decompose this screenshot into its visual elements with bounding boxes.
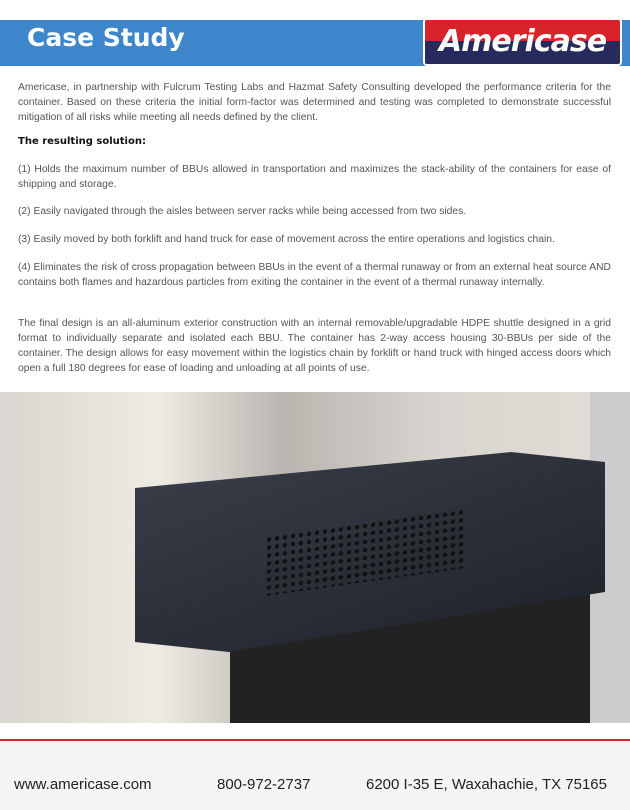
point-4: (4) Eliminates the risk of cross propagation between BBUs in the event of a thermal runaway or from an external heat source AND contains both flames and hazardous particles from exiting the container in the event of a thermal runaway internally. xyxy=(18,262,611,288)
address: 6200 I-35 E, Waxahachie, TX 75165 xyxy=(366,776,607,793)
intro-paragraph: Americase, in partnership with Fulcrum Testing Labs and Hazmat Safety Consulting developed the performance criteria for the container. Based on these criteria the initial form-factor was determined and testing was completed to demonstrate successful mitigation of all risks while meeting all needs defined by the client. xyxy=(18,82,611,123)
final-paragraph: The final design is an all-aluminum exterior construction with an internal removable/upgradable HDPE shuttle designed in a grid format to individually separate and isolated each BBU. The container has 2-way access housing 30-BBUs per side of the container. The design allows for easy movement within the logistics chain by forklift or hand truck with hinged access doors which open a full 180 degrees for ease of loading and unloading at all points of use. xyxy=(18,318,611,374)
phone-number: 800-972-2737 xyxy=(217,776,311,793)
point-2: (2) Easily navigated through the aisles between server racks while being accessed from two sides. xyxy=(18,206,467,217)
solution-heading: The resulting solution: xyxy=(18,136,146,147)
point-1: (1) Holds the maximum number of BBUs allowed in transportation and maximizes the stack-ability of the containers for ease of shipping and storage. xyxy=(18,164,611,190)
americase-logo: Americase xyxy=(423,18,622,66)
page-title: Case Study xyxy=(27,23,185,52)
point-3: (3) Easily moved by both forklift and hand truck for ease of movement across the entire operations and logistics chain. xyxy=(18,234,555,245)
footer xyxy=(0,741,630,810)
product-photo xyxy=(0,392,630,723)
website-link[interactable]: www.americase.com xyxy=(14,776,152,793)
